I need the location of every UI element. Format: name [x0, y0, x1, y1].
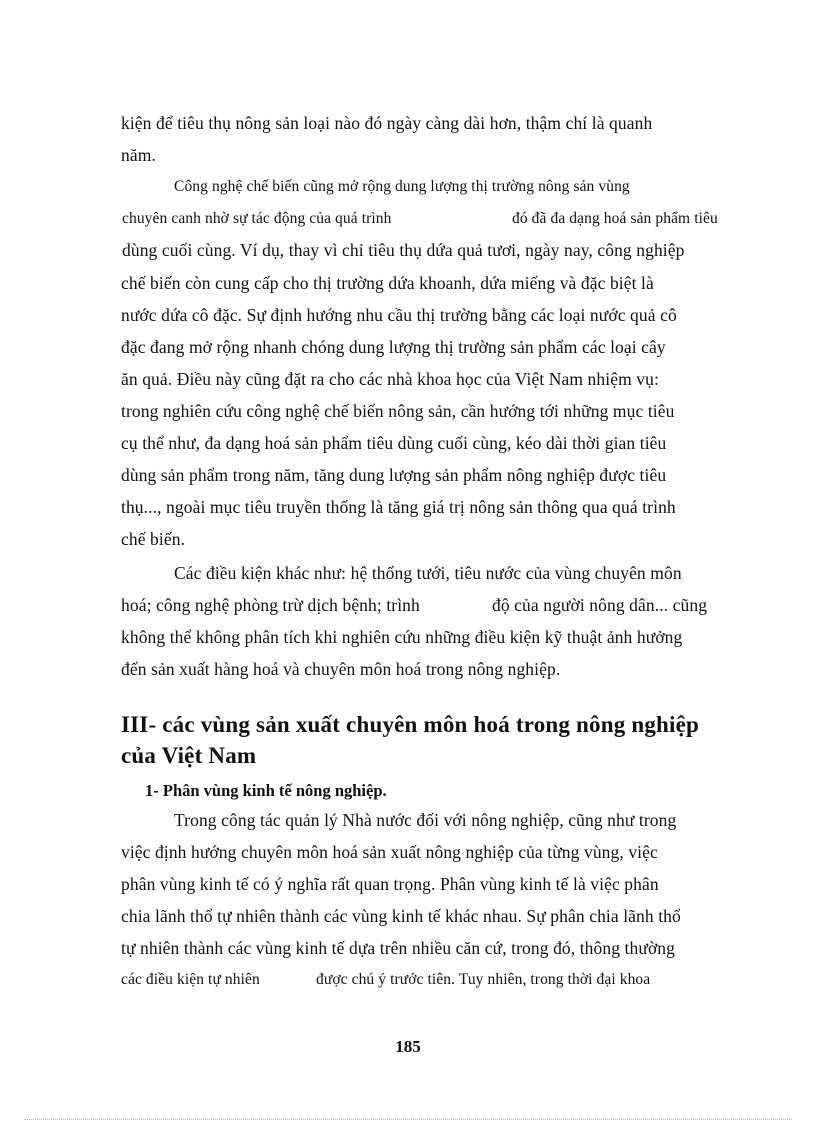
text-line: đó đã đa dạng hoá sản phẩm tiêu	[512, 210, 718, 227]
text-line: trong nghiên cứu công nghệ chế biến nông sản, cần hướng tới những mục tiêu	[121, 401, 675, 421]
text-line: chế biến còn cung cấp cho thị trường dứa khoanh, dứa miếng và đặc biệt là	[121, 273, 654, 293]
text-line: ăn quả. Điều này cũng đặt ra cho các nhà khoa học của Việt Nam nhiệm vụ:	[121, 369, 659, 389]
text-line: năm.	[121, 145, 156, 165]
text-line: hoá; công nghệ phòng trừ dịch bệnh; trình	[121, 595, 420, 615]
page-border	[24, 1119, 792, 1120]
subsection-title: 1- Phân vùng kinh tế nông nghiệp.	[145, 781, 387, 800]
text-line: chia lãnh thổ tự nhiên thành các vùng kinh tế khác nhau. Sự phân chia lãnh thổ	[121, 906, 681, 926]
text-line: dùng cuối cùng. Ví dụ, thay vì chỉ tiêu thụ dứa quả tươi, ngày nay, công nghiệp	[122, 240, 685, 260]
text-line: việc định hướng chuyên môn hoá sản xuất nông nghiệp của từng vùng, việc	[121, 842, 658, 862]
text-line: đến sản xuất hàng hoá và chuyên môn hoá trong nông nghiệp.	[121, 659, 561, 679]
text-line: phân vùng kinh tế có ý nghĩa rất quan trọng. Phân vùng kinh tế là việc phân	[121, 874, 659, 894]
text-line: cụ thể như, đa dạng hoá sản phẩm tiêu dùng cuối cùng, kéo dài thời gian tiêu	[121, 433, 667, 453]
text-line: Trong công tác quản lý Nhà nước đối với nông nghiệp, cũng như trong	[174, 810, 677, 830]
text-line: chuyên canh nhờ sự tác động của quá trình	[122, 210, 392, 227]
section-title-continued: của Việt Nam	[121, 743, 257, 768]
text-line: dùng sản phẩm trong năm, tăng dung lượng sản phẩm nông nghiệp được tiêu	[121, 465, 667, 485]
text-line: nước dứa cô đặc. Sự định hướng nhu cầu thị trường bằng các loại nước quả cô	[121, 305, 677, 325]
text-line: Các điều kiện khác như: hệ thống tưới, tiêu nước của vùng chuyên môn	[174, 563, 682, 583]
text-line: được chú ý trước tiên. Tuy nhiên, trong thời đại khoa	[316, 971, 651, 988]
text-line: tự nhiên thành các vùng kinh tế dựa trên nhiều căn cứ, trong đó, thông thường	[121, 938, 676, 958]
text-line: kiện để tiêu thụ nông sản loại nào đó ngày càng dài hơn, thậm chí là quanh	[121, 113, 653, 133]
text-line: đặc đang mở rộng nhanh chóng dung lượng thị trường sản phẩm các loại cây	[121, 337, 666, 357]
text-line: chế biến.	[121, 529, 186, 549]
text-line: thụ..., ngoài mục tiêu truyền thống là tăng giá trị nông sản thông qua quá trình	[121, 497, 676, 517]
text-line: không thể không phân tích khi nghiên cứu những điều kiện kỹ thuật ảnh hưởng	[121, 627, 683, 647]
text-line: các điều kiện tự nhiên	[121, 971, 260, 988]
page-number: 185	[395, 1037, 421, 1056]
text-line: Công nghệ chế biến cũng mở rộng dung lượng thị trường nông sản vùng	[174, 178, 630, 195]
text-line: độ của người nông dân... cũng	[492, 595, 708, 615]
section-title: III- các vùng sản xuất chuyên môn hoá trong nông nghiệp	[121, 712, 700, 737]
